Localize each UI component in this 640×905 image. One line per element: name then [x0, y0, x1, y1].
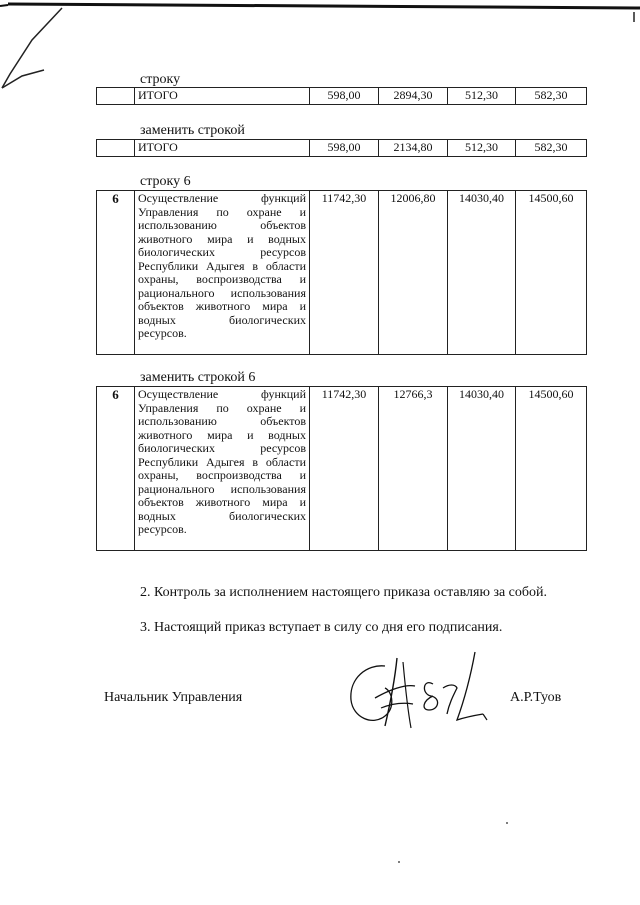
value-cell: 512,30	[448, 140, 516, 157]
itogo-old-row	[96, 87, 587, 105]
value-cell: 2134,80	[379, 140, 448, 157]
description-line: Управления по охране и	[138, 204, 306, 219]
row-6-old	[96, 190, 587, 355]
scan-speck	[506, 822, 508, 824]
description-line: использованию объектов	[138, 414, 306, 428]
description-line: ресурсов.	[138, 326, 187, 340]
handwritten-signature	[345, 648, 495, 738]
description-line: Управления по охране и	[138, 400, 306, 415]
row-number-cell: 6	[97, 191, 135, 355]
paragraph-control: 2. Контроль за исполнением настоящего приказа оставляю за собой.	[140, 585, 548, 600]
description-line: Осуществление функций	[138, 191, 306, 205]
description-line: рационального использования	[138, 285, 306, 300]
description-line: водных биологических	[138, 312, 306, 327]
signatory-name: А.Р.Туов	[510, 690, 562, 705]
description-line: рационального использования	[138, 481, 306, 496]
value-cell: 14500,60	[516, 191, 587, 355]
value-cell: 11742,30	[310, 191, 379, 355]
description-line: Республики Адыгея в области	[138, 454, 306, 469]
description-line: объектов животного мира и	[138, 495, 306, 509]
value-cell: 2894,30	[379, 88, 448, 105]
block-label: заменить строкой	[140, 123, 245, 138]
scan-speck	[398, 861, 400, 863]
itogo-new-row	[96, 139, 587, 157]
value-cell: 12006,80	[379, 191, 448, 355]
value-cell: 512,30	[448, 88, 516, 105]
row-number-cell	[97, 140, 135, 157]
description-line: охраны, воспроизводства и	[138, 272, 306, 286]
row-name-cell: ИТОГО	[135, 88, 310, 105]
description-line: водных биологических	[138, 508, 306, 523]
description-line: биологических ресурсов	[138, 441, 306, 455]
value-cell: 14030,40	[448, 191, 516, 355]
block-label: строку	[140, 72, 181, 87]
description-line: охраны, воспроизводства и	[138, 468, 306, 482]
description-line: животного мира и водных	[138, 231, 306, 246]
description-line: животного мира и водных	[138, 427, 306, 442]
value-cell: 14030,40	[448, 387, 516, 551]
value-cell: 598,00	[310, 88, 379, 105]
description-line: биологических ресурсов	[138, 245, 306, 259]
value-cell: 598,00	[310, 140, 379, 157]
block-label: заменить строкой 6	[140, 370, 256, 385]
description-line: Осуществление функций	[138, 387, 306, 401]
scan-edge-marks	[0, 0, 640, 100]
description-line: объектов животного мира и	[138, 299, 306, 313]
value-cell: 14500,60	[516, 387, 587, 551]
row-name-cell: ИТОГО	[135, 140, 310, 157]
row-description-cell	[135, 191, 310, 355]
row-number-cell: 6	[97, 387, 135, 551]
description-line: Республики Адыгея в области	[138, 258, 306, 273]
value-cell: 582,30	[516, 88, 587, 105]
signatory-position: Начальник Управления	[104, 690, 243, 705]
value-cell: 582,30	[516, 140, 587, 157]
row-6-new	[96, 386, 587, 551]
description-line: ресурсов.	[138, 522, 187, 536]
description-line: использованию объектов	[138, 218, 306, 232]
paragraph-effect: 3. Настоящий приказ вступает в силу со дня его подписания.	[140, 620, 503, 635]
block-label: строку 6	[140, 174, 191, 189]
value-cell: 11742,30	[310, 387, 379, 551]
row-number-cell	[97, 88, 135, 105]
value-cell: 12766,3	[379, 387, 448, 551]
row-description-cell	[135, 387, 310, 551]
